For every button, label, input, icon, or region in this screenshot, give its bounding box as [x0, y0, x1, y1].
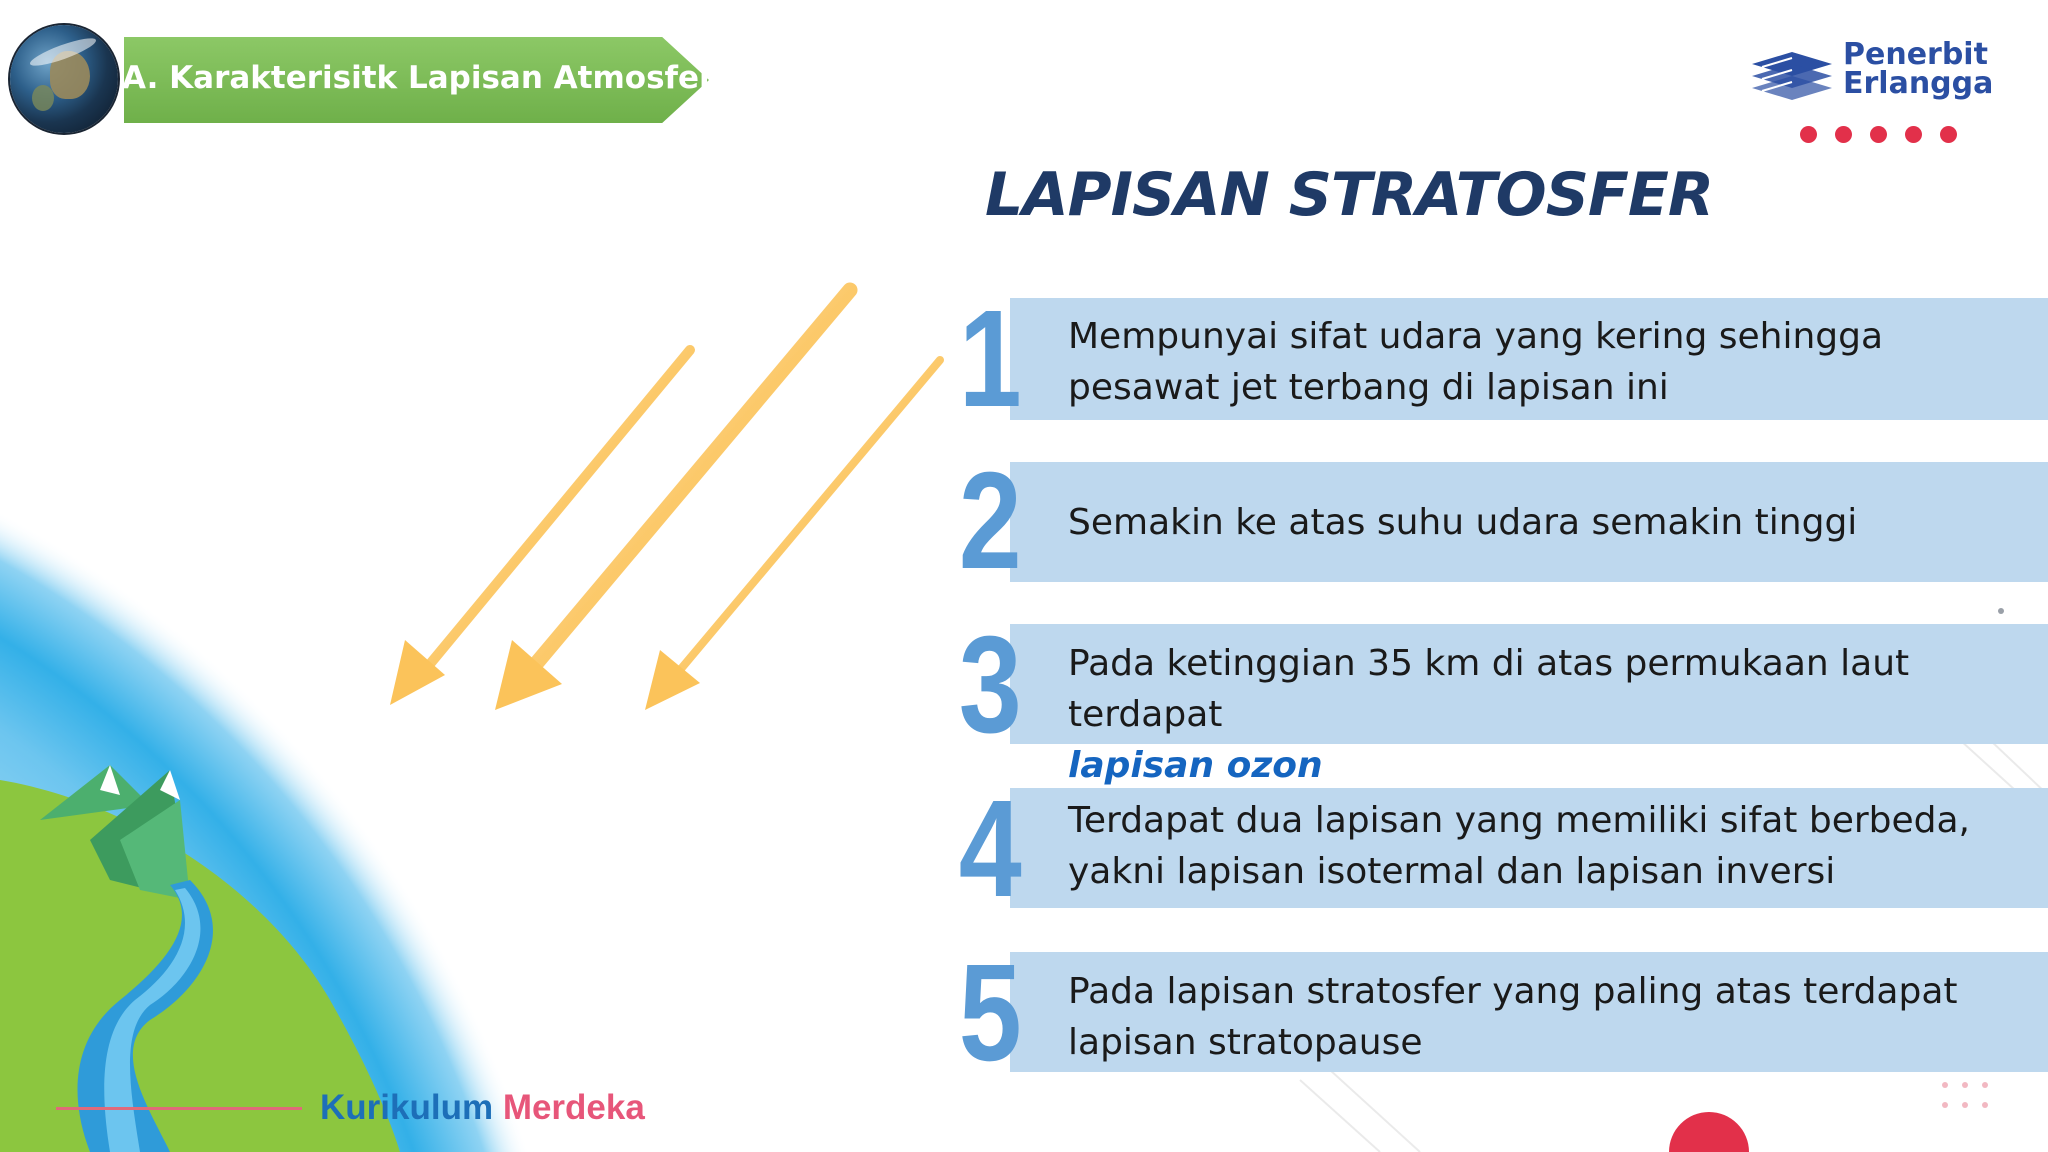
- item-text: [1068, 638, 2038, 791]
- item-text: [1068, 966, 2038, 1068]
- publisher-name: [1843, 37, 1994, 101]
- item-number: 2: [958, 444, 1017, 598]
- earth-globe-icon: [10, 25, 118, 133]
- slide-title: LAPISAN STRATOSFER: [985, 160, 1714, 230]
- item-text-main: Pada lapisan stratosfer yang paling atas terdapat lapisan stratopause: [1068, 971, 1958, 1063]
- section-title: A. Karakterisitk Lapisan Atmosfer: [122, 60, 715, 96]
- item-number: 1: [958, 282, 1017, 436]
- item-highlight: lapisan ozon: [1068, 745, 1323, 786]
- item-number: 3: [958, 608, 1017, 762]
- item-text-main: Pada ketinggian 35 km di atas permukaan laut terdapat: [1068, 643, 1910, 735]
- footer-word-kurikulum: Kurikulum: [320, 1088, 494, 1127]
- decorative-dots: [1800, 126, 1957, 143]
- item-text-main: Terdapat dua lapisan yang memiliki sifat berbeda, yakni lapisan isotermal dan lapisan inversi: [1068, 800, 1971, 892]
- footer-word-merdeka: Merdeka: [502, 1088, 645, 1127]
- item-number: 5: [958, 936, 1017, 1090]
- item-text: [1068, 795, 2038, 897]
- footer-divider: [56, 1107, 302, 1110]
- footer-brand: [320, 1088, 645, 1128]
- publisher-name-line1: Penerbit: [1843, 37, 1988, 72]
- item-text: [1068, 497, 2038, 548]
- item-text: [1068, 311, 2038, 413]
- publisher-name-line2: Erlangga: [1843, 66, 1994, 101]
- item-number: 4: [958, 772, 1017, 926]
- item-text-main: Semakin ke atas suhu udara semakin tinggi: [1068, 502, 1858, 543]
- item-text-main: Mempunyai sifat udara yang kering sehingga pesawat jet terbang di lapisan ini: [1068, 316, 1884, 408]
- sunray-arrows: [390, 290, 940, 710]
